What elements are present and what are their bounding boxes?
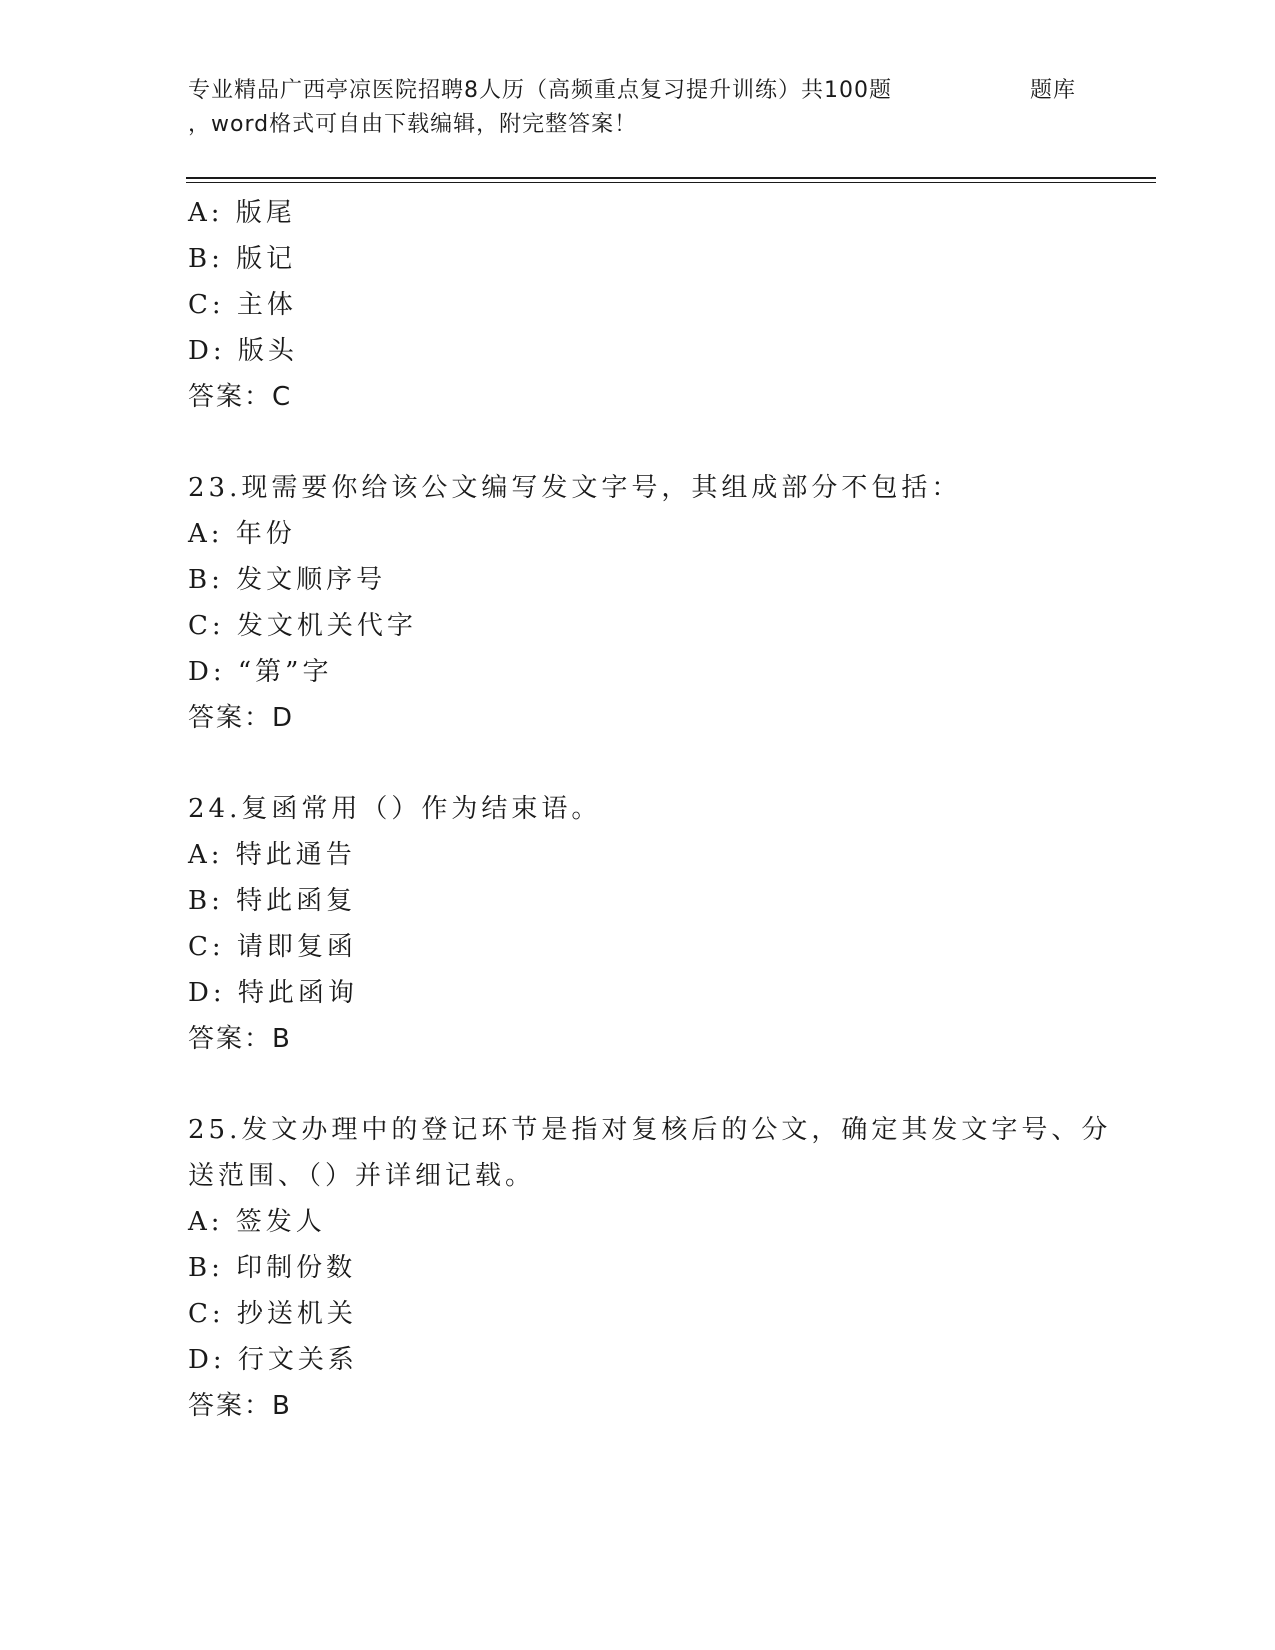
question-23 [188,465,1088,741]
question-block-continued [188,190,1088,420]
spacer [188,741,1088,786]
question-stem: 24.复函常用（）作为结束语。 [188,794,602,824]
question-stem: 23.现需要你给该公文编写发文字号，其组成部分不包括： [188,473,962,503]
answer: 答案：B [188,1391,292,1421]
option-a: A: 特此通告 [188,840,356,870]
option-d: D: 特此函询 [188,978,358,1008]
option-a: A: 签发人 [188,1207,326,1237]
option-d: D: 版头 [188,336,298,366]
header-divider-thin [186,182,1156,183]
option-b: B: 印制份数 [188,1253,357,1283]
header-title-line-1: 专业精品广西亭凉医院招聘8人历（高频重点复习提升训练）共100题 [188,78,892,103]
option-c: C: 抄送机关 [188,1299,357,1329]
header-divider-thick [186,177,1156,179]
question-24 [188,786,1088,1062]
question-content [188,190,1112,1429]
spacer [188,420,1088,465]
option-a: A: 版尾 [188,198,296,228]
document-header [188,74,1088,142]
option-b: B: 发文顺序号 [188,565,387,595]
option-b: B: 版记 [188,244,297,274]
option-d: D: 行文关系 [188,1345,358,1375]
answer: 答案：C [188,382,293,412]
question-25 [188,1107,1112,1429]
answer: 答案：B [188,1024,292,1054]
option-c: C: 发文机关代字 [188,611,417,641]
option-b: B: 特此函复 [188,886,357,916]
option-c: C: 主体 [188,290,297,320]
header-title-line-2: ，word格式可自由下载编辑，附完整答案！ [188,112,638,137]
answer: 答案：D [188,703,295,733]
header-tag: 题库 [1030,78,1077,103]
option-a: A: 年份 [188,519,296,549]
option-c: C: 请即复函 [188,932,357,962]
question-stem-line-2: 送范围、（）并详细记载。 [188,1161,536,1191]
option-d: D: “第”字 [188,657,333,687]
spacer [188,1062,1088,1107]
question-stem-line-1: 25.发文办理中的登记环节是指对复核后的公文，确定其发文字号、分 [188,1115,1112,1145]
